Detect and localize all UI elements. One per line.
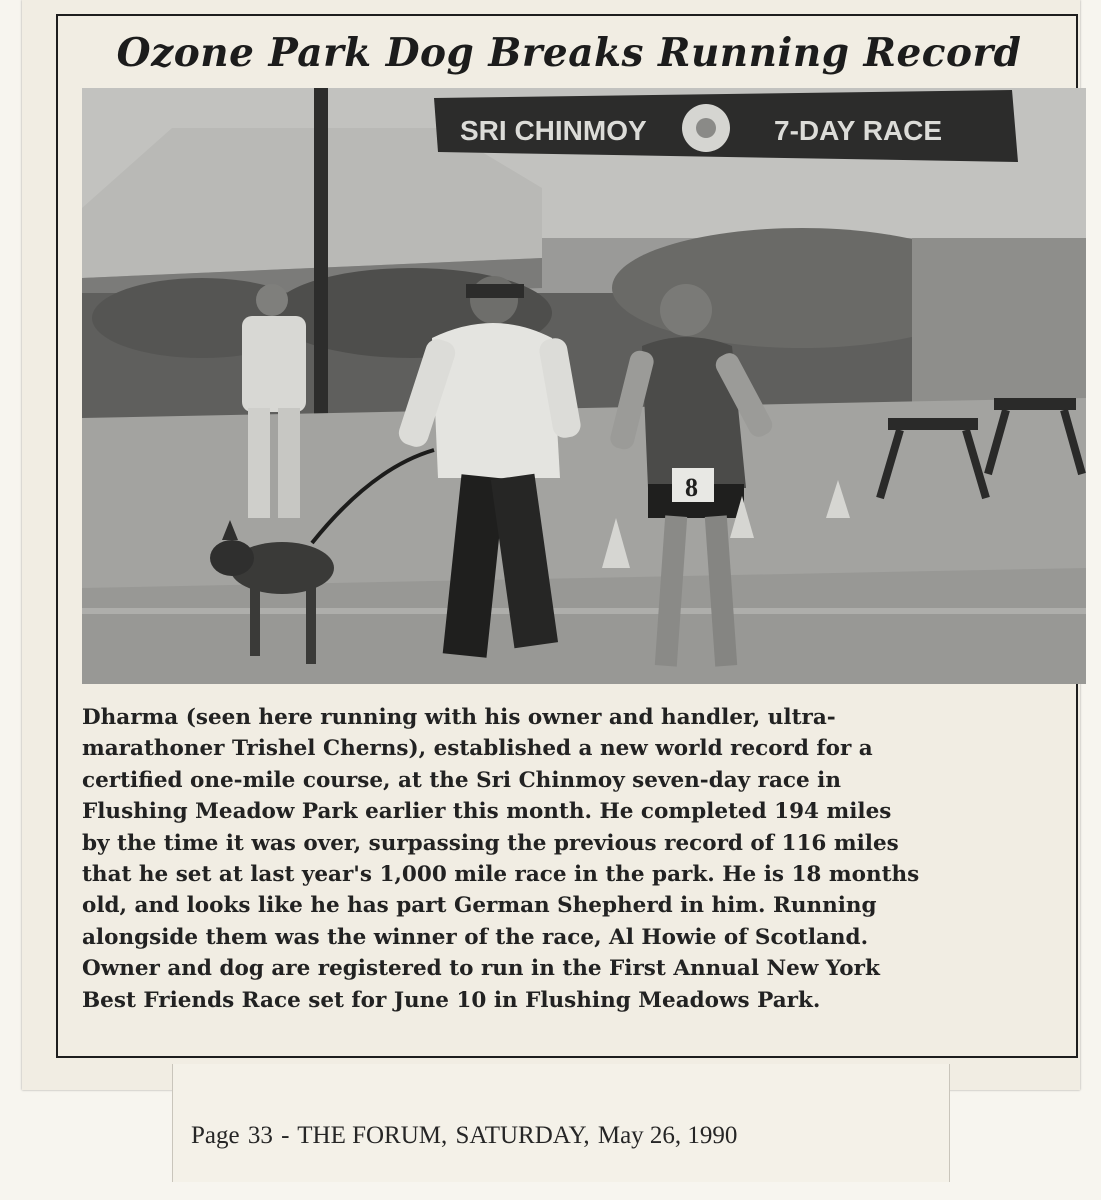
caption-line: marathoner Trishel Cherns), established a new world record for a: [82, 736, 873, 762]
publication-weekday: SATURDAY,: [455, 1122, 590, 1149]
spectator-head: [256, 284, 288, 316]
publication-name: THE FORUM,: [297, 1122, 448, 1149]
caption-line: alongside them was the winner of the race, Al Howie of Scotland.: [82, 924, 869, 950]
banner-text-right: 7-DAY RACE: [774, 115, 943, 146]
winner-head: [660, 284, 712, 336]
page-footer-strip: [172, 1064, 950, 1182]
caption-line: Dharma (seen here running with his owner and handler, ultra-: [82, 705, 836, 730]
caption-line: certified one-mile course, at the Sri Chinmoy seven-day race in: [82, 767, 841, 793]
dog-leg: [306, 584, 316, 664]
pole: [314, 88, 328, 468]
publication-date: May 26, 1990: [597, 1122, 738, 1149]
headline: Ozone Park Dog Breaks Running Record: [116, 30, 1022, 76]
caption-line: Best Friends Race set for June 10 in Flushing Meadows Park.: [82, 987, 821, 1013]
page-number: 33: [247, 1122, 273, 1149]
race-photo-drawing: [82, 88, 1086, 684]
page-footer: [191, 1122, 739, 1150]
handler-cap: [466, 284, 524, 298]
footer-separator: -: [281, 1122, 290, 1149]
race-photo: [82, 88, 1086, 684]
spectator-leg: [248, 408, 270, 518]
road-foreground: [82, 568, 1086, 684]
dog-head: [210, 540, 254, 576]
fold-crease: [82, 608, 1086, 614]
page-label: Page: [191, 1122, 240, 1149]
banner-text-left: SRI CHINMOY: [460, 115, 647, 146]
caption-line: old, and looks like he has part German Shepherd in him. Running: [82, 893, 877, 919]
dog-leg: [250, 584, 260, 656]
caption-line: that he set at last year's 1,000 mile race in the park. He is 18 months: [82, 862, 920, 888]
photo-caption: [82, 702, 1076, 1016]
spectator-leg: [278, 408, 300, 518]
flower-emblem-center: [696, 118, 716, 138]
article-box: [56, 14, 1078, 1058]
caption-line: Owner and dog are registered to run in the First Annual New York: [82, 956, 880, 982]
caption-line: Flushing Meadow Park earlier this month. He completed 194 miles: [82, 799, 892, 825]
handler-head: [470, 276, 518, 324]
bib-number: 8: [685, 473, 698, 502]
newspaper-clipping: [22, 0, 1080, 1090]
caption-line: by the time it was over, surpassing the previous record of 116 miles: [82, 830, 899, 856]
spectator-body: [242, 316, 306, 412]
